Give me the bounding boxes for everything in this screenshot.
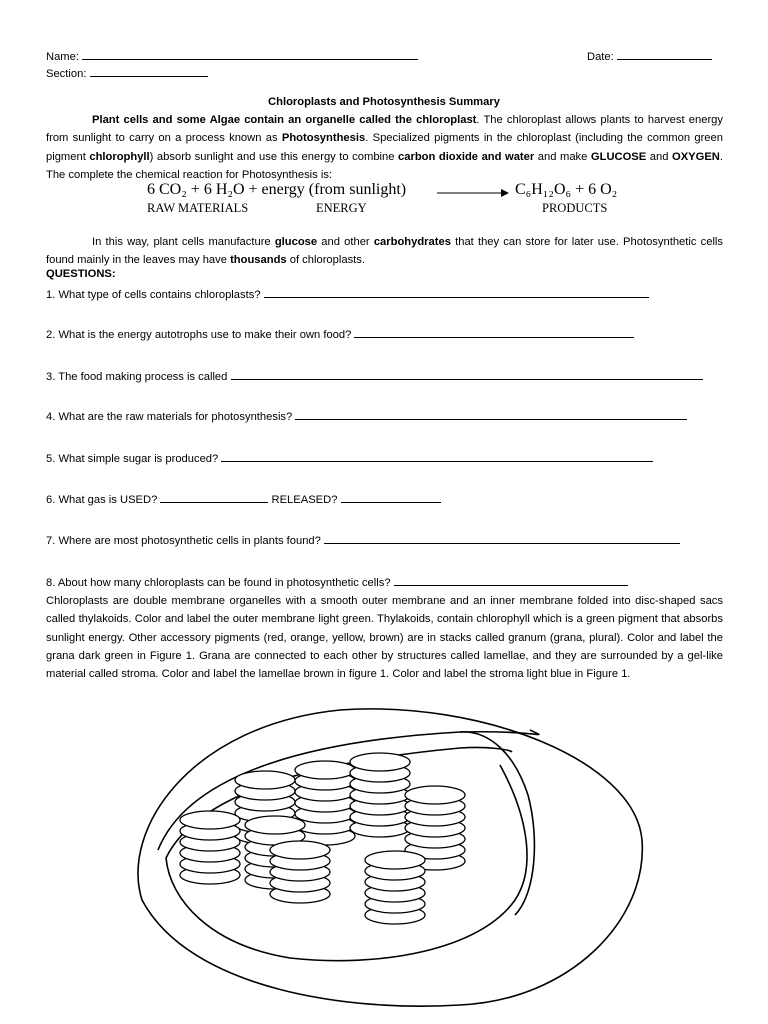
intro-text: ) absorb sunlight and use this energy to combine xyxy=(149,150,399,163)
intro-paragraph xyxy=(46,111,723,184)
thylakoid-disc xyxy=(270,841,330,859)
term-co2-water: carbon dioxide and water xyxy=(398,150,535,163)
question-4-text: 4. What are the raw materials for photosynthesis? xyxy=(46,411,293,423)
answer-6-used-blank[interactable] xyxy=(160,491,268,503)
term-oxygen: OXYGEN xyxy=(672,150,720,163)
intro-text: . The complete the chemical reaction for Photosynthesis is: xyxy=(46,150,723,181)
raw-materials-label: RAW MATERIALS xyxy=(147,201,249,215)
thylakoid-disc xyxy=(180,811,240,829)
answer-3-blank[interactable] xyxy=(231,368,703,380)
answer-1-blank[interactable] xyxy=(264,286,649,298)
grana xyxy=(180,753,465,924)
para2-text: and other xyxy=(317,236,374,248)
para2-text: that they can store for later use. Photosynthetic cells found mainly in the leaves may have xyxy=(46,236,724,267)
question-3-text: 3. The food making process is called xyxy=(46,371,228,383)
date-line xyxy=(587,48,712,64)
paragraph-3: Chloroplasts are double membrane organelles with a smooth outer membrane and an inner membrane folded into disc-shaped sacs called thylakoids. Color and label the outer membrane light green. Thylakoids, contain chlorophyll which is a green pigment that absorbs sunlight energy. Other accessory pigments (red, orange, yellow, brown) are in stacks called granum (grana, plural). Color and label the grana dark green in Figure 1. Grana are connected to each other by structures called lamellae, and they are surrounded by a gel-like material called stroma. Color and label the lamellae brown in figure 1. Color and label the stroma light blue in Figure 1. xyxy=(46,595,723,681)
question-8-text: 8. About how many chloroplasts can be found in photosynthetic cells? xyxy=(46,577,391,589)
thylakoid-disc xyxy=(405,786,465,804)
question-1 xyxy=(46,286,649,301)
intro-text: and make xyxy=(534,150,591,163)
date-label: Date: xyxy=(587,51,614,63)
answer-2-blank[interactable] xyxy=(354,326,634,338)
energy-label: ENERGY xyxy=(316,201,367,215)
answer-4-blank[interactable] xyxy=(295,408,687,420)
reaction-arrow-icon xyxy=(437,188,509,198)
intro-text: and xyxy=(646,150,672,163)
term-chloroplast: chloroplast xyxy=(416,114,477,126)
question-3 xyxy=(46,368,703,383)
questions-heading: QUESTIONS: xyxy=(46,268,116,280)
section-label: Section: xyxy=(46,68,87,80)
section-blank[interactable] xyxy=(90,65,208,77)
name-blank[interactable] xyxy=(82,48,418,60)
para2-text: of chloroplasts. xyxy=(286,254,365,267)
question-5-text: 5. What simple sugar is produced? xyxy=(46,453,219,465)
granum-stack xyxy=(180,811,240,884)
term-photosynthesis: Photosynthesis xyxy=(281,132,366,145)
equation-right: C₆H₁₂O₆ + 6 O₂ xyxy=(515,181,618,198)
thylakoid-disc xyxy=(295,761,355,779)
products-label: PRODUCTS xyxy=(542,201,608,215)
equation-left: 6 CO₂ + 6 H₂O + energy (from sunlight) xyxy=(147,181,407,198)
thylakoid-disc xyxy=(245,816,305,834)
question-6-used-text: 6. What gas is USED? xyxy=(46,494,158,506)
para2-text: In this way, plant cells manufacture xyxy=(92,236,275,248)
granum-stack xyxy=(270,841,330,903)
question-7-text: 7. Where are most photosynthetic cells in plants found? xyxy=(46,535,321,547)
name-label: Name: xyxy=(46,51,79,63)
question-6 xyxy=(46,491,441,506)
date-blank[interactable] xyxy=(617,48,712,60)
intro-text: . Specialized pigments in the chloroplast (including the common green pigment xyxy=(46,132,723,163)
answer-7-blank[interactable] xyxy=(324,532,680,544)
answer-6-released-blank[interactable] xyxy=(341,491,441,503)
question-5 xyxy=(46,450,653,465)
answer-8-blank[interactable] xyxy=(394,574,628,586)
intro-text: Plant cells and some Algae contain an organelle called the xyxy=(92,114,417,126)
term-carbohydrates: carbohydrates xyxy=(373,236,451,248)
question-2-text: 2. What is the energy autotrophs use to make their own food? xyxy=(46,329,352,341)
paragraph-2 xyxy=(46,233,723,270)
term-thousands: thousands xyxy=(230,254,287,267)
chloroplast-figure xyxy=(130,700,650,1020)
question-4 xyxy=(46,408,687,423)
granum-stack xyxy=(350,753,410,837)
term-glucose: GLUCOSE xyxy=(590,150,647,163)
term-glucose-2: glucose xyxy=(274,236,318,248)
intro-text: . The chloroplast allows plants to harvest energy from sunlight to carry on a process known as xyxy=(46,114,723,145)
thylakoid-disc xyxy=(365,851,425,869)
thylakoid-disc xyxy=(350,753,410,771)
question-1-text: 1. What type of cells contains chloroplasts? xyxy=(46,289,261,301)
answer-5-blank[interactable] xyxy=(221,450,653,462)
section-line xyxy=(46,65,208,81)
name-line xyxy=(46,48,418,64)
granum-stack xyxy=(365,851,425,924)
question-8 xyxy=(46,574,628,589)
term-chlorophyll: chlorophyll xyxy=(89,150,150,163)
question-6-released-text: RELEASED? xyxy=(271,494,338,506)
question-7 xyxy=(46,532,680,547)
page-title: Chloroplasts and Photosynthesis Summary xyxy=(268,96,500,108)
question-2 xyxy=(46,326,634,341)
granum-stack xyxy=(295,761,355,845)
thylakoid-disc xyxy=(235,771,295,789)
